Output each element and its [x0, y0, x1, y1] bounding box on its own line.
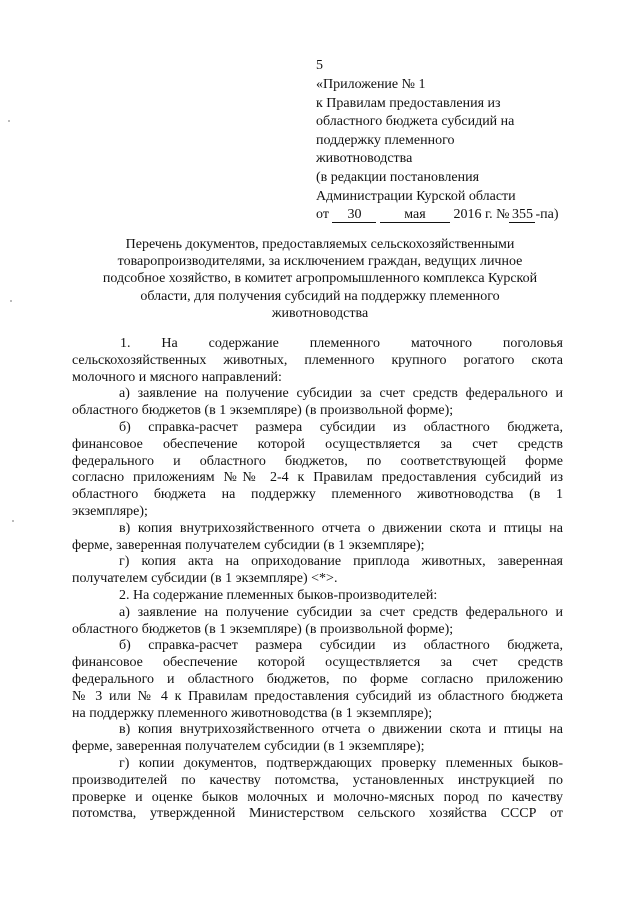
title-line: подсобное хозяйство, в комитет агропромышленного комплекса Курской [102, 271, 538, 287]
body-line: г) копии документов, подтверждающих проверку племенных быков- [119, 755, 563, 771]
date-month: мая [380, 208, 450, 223]
body-line: экземпляре); [72, 503, 148, 519]
page-number: 5 [316, 58, 323, 73]
appendix-line: животноводства [316, 151, 413, 167]
body-line: ферме, заверенная получателем субсидии (в 1 экземпляре); [72, 739, 425, 755]
date-day: 30 [332, 208, 376, 223]
body-line: областного бюджетов (в 1 экземпляре) (в произвольной форме); [72, 621, 454, 637]
title-line: области, для получения субсидий на поддержку племенного [140, 288, 500, 304]
body-line: на поддержку племенного животноводства (в 1 экземпляре); [72, 705, 433, 721]
body-line: № 3 или № 4 к Правилам предоставления субсидий из областного бюджета [72, 688, 563, 704]
body-line: молочного и мясного направлений: [72, 369, 282, 385]
body-line: получателем субсидии (в 1 экземпляре) <*>. [72, 571, 338, 587]
body-line: финансовое обеспечение которой осуществляется за счет средств [72, 436, 563, 452]
appendix-line: поддержку племенного [316, 132, 455, 148]
document-body [72, 336, 563, 823]
body-line: 1. На содержание племенного маточного поголовья [120, 336, 563, 351]
body-line: а) заявление на получение субсидии за счет средств федерального и [119, 386, 563, 402]
scan-mark [10, 300, 12, 302]
body-line: 2. На содержание племенных быков-производителей: [119, 587, 438, 603]
body-line: федерального и областного бюджетов, по соответствующей форме [72, 453, 563, 469]
body-line: областного бюджетов (в 1 экземпляре) (в произвольной форме); [72, 403, 454, 419]
body-line: г) копия акта на оприходование приплода животных, заверенная [119, 554, 563, 570]
body-line: федерального и областного бюджетов, по форме согласно приложению [72, 671, 563, 687]
body-line: проверке и оценке быков молочных и молочно-мясных пород по качеству [72, 789, 563, 805]
body-line: сельскохозяйственных животных, племенного крупного рогатого скота [72, 352, 563, 368]
appendix-line: «Приложение № 1 [316, 77, 426, 92]
body-line: согласно приложениям №№ 2-4 к Правилам предоставления субсидий из [72, 470, 563, 486]
appendix-date-line [316, 206, 576, 225]
appendix-header [316, 76, 576, 225]
appendix-line: к Правилам предоставления из [316, 95, 501, 111]
title-line: животноводства [271, 305, 369, 321]
date-prefix: от [316, 207, 329, 223]
appendix-line: (в редакции постановления [316, 169, 480, 185]
appendix-lines [316, 76, 576, 206]
body-line: а) заявление на получение субсидии за счет средств федерального и [119, 604, 563, 620]
body-line: в) копия внутрихозяйственного отчета о движении скота и птицы на [119, 722, 563, 738]
body-line: в) копия внутрихозяйственного отчета о движении скота и птицы на [119, 520, 563, 536]
date-number: 355 [509, 208, 535, 223]
body-line: б) справка-расчет размера субсидии из областного бюджета, [119, 419, 563, 435]
body-line: производителей по качеству потомства, установленных инструкцией по [72, 772, 563, 788]
date-suffix: -па) [535, 207, 559, 223]
body-line: финансовое обеспечение которой осуществляется за счет средств [72, 655, 563, 671]
scan-mark [8, 120, 10, 122]
appendix-line: областного бюджета субсидий на [316, 114, 515, 130]
appendix-line: Администрации Курской области [316, 188, 516, 204]
body-line: потомства, утвержденной Министерством сельского хозяйства СССР от [72, 806, 563, 822]
body-line: областного бюджета на поддержку племенного животноводства (в 1 [72, 487, 563, 503]
title-line: Перечень документов, предоставляемых сельскохозяйственными [125, 237, 515, 252]
document-title [100, 236, 540, 322]
body-line: ферме, заверенная получателем субсидии (в 1 экземпляре); [72, 537, 425, 553]
title-line: товаропроизводителями, за исключением граждан, ведущих личное [117, 254, 523, 270]
body-line: б) справка-расчет размера субсидии из областного бюджета, [119, 638, 563, 654]
date-year: 2016 г. № [453, 207, 510, 223]
scan-mark [12, 520, 14, 522]
